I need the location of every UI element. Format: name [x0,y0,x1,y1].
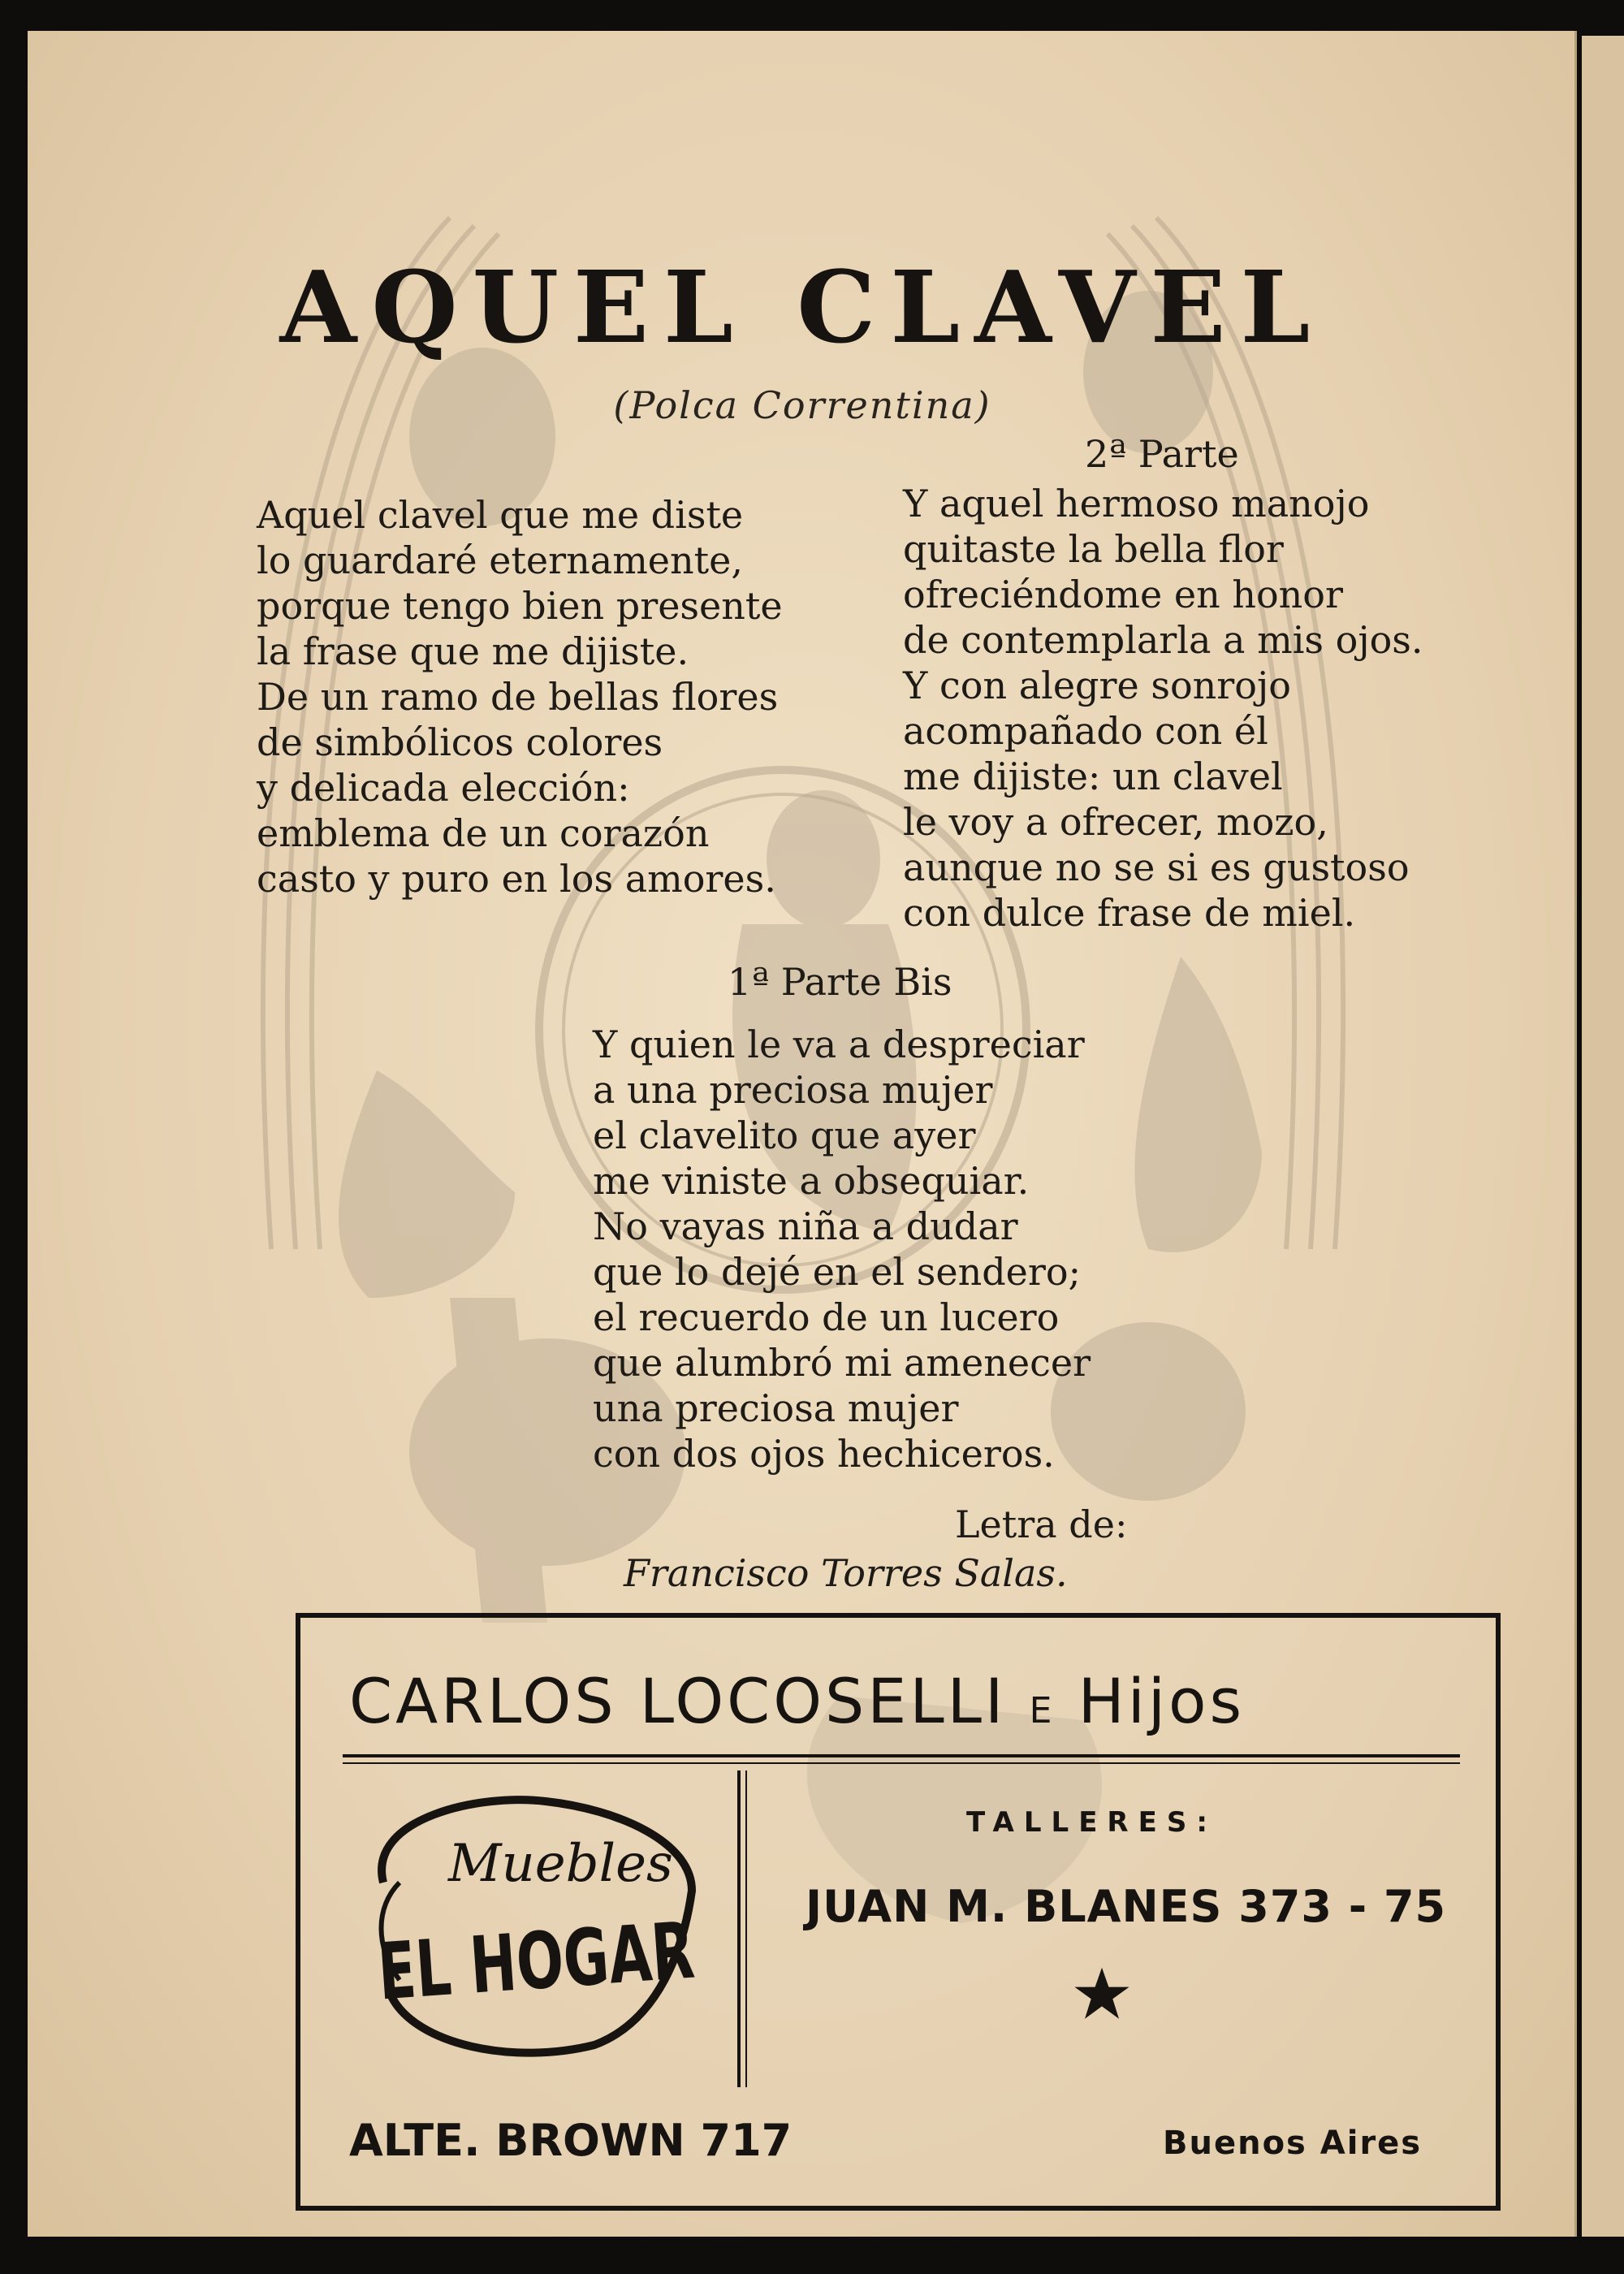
verse-line: le voy a ofrecer, mozo, [903,800,1328,844]
magazine-page [28,31,1577,2237]
verse-line: de simbólicos colores [257,720,663,764]
verse-line: emblema de un corazón [257,811,710,855]
store-city: Buenos Aires [1163,2125,1423,2162]
verse-line: No vayas niña a dudar [593,1204,1018,1248]
verse-line: de contemplarla a mis ojos. [903,618,1423,662]
workshops-label: TALLERES: [966,1806,1217,1839]
verse-line: el clavelito que ayer [593,1113,976,1157]
verse-line: lo guardaré eternamente, [257,538,743,582]
verse-line: casto y puro en los amores. [257,857,776,901]
verse-line: quitaste la bella flor [903,527,1284,571]
ad-divider [343,1762,1460,1764]
verse-line: ofreciéndome en honor [903,573,1343,616]
adjacent-page-edge [1582,36,1624,2237]
verse-line: me viniste a obsequiar. [593,1159,1030,1203]
ad-company-e: E [1029,1690,1056,1731]
song-title: AQUEL CLAVEL [279,249,1325,365]
verse-line: Y aquel hermoso manojo [903,482,1370,525]
verse-line: una preciosa mujer [593,1386,959,1430]
verse-line: De un ramo de bellas flores [257,675,779,719]
verse-line: me dijiste: un clavel [903,754,1283,798]
ad-vertical-divider [745,1770,747,2087]
verse-1 [257,492,783,901]
ad-company: CARLOS LOCOSELLI [349,1665,1007,1737]
verse-line: la frase que me dijiste. [257,629,689,673]
verse-3 [593,1022,1091,1476]
verse-line: Y quien le va a despreciar [593,1022,1085,1066]
advertisement-box [296,1613,1501,2211]
verse-line: acompañado con él [903,709,1268,753]
workshops-address: JUAN M. BLANES 373 - 75 [806,1881,1447,1932]
ad-company-hijos: Hijos [1078,1665,1246,1737]
verse-line: y delicada elección: [257,766,630,810]
verse-line: con dos ojos hechiceros. [593,1432,1055,1476]
part-2-heading: 2ª Parte [1085,432,1239,476]
part-1-bis-heading: 1ª Parte Bis [728,960,952,1004]
verse-line: Y con alegre sonrojo [903,664,1291,707]
el-hogar-logo [351,1785,827,2061]
logo-script: Muebles [448,1834,673,1894]
verse-line: Aquel clavel que me diste [257,493,744,537]
ad-company-name [349,1665,1245,1737]
verse-line: a una preciosa mujer [593,1068,993,1112]
verse-line: que lo dejé en el sendero; [593,1250,1082,1294]
logo-name: EL HOGAR [374,1896,827,2018]
verse-line: que alumbró mi amenecer [593,1341,1091,1385]
verse-line: aunque no se si es gustoso [903,845,1410,889]
ad-divider [343,1754,1460,1757]
verse-line: con dulce frase de miel. [903,891,1356,935]
verse-line: el recuerdo de un lucero [593,1295,1060,1339]
song-subtitle: (Polca Correntina) [613,383,991,427]
ad-vertical-divider [737,1770,741,2087]
lyrics-author: Francisco Torres Salas. [624,1551,1068,1595]
store-address: ALTE. BROWN 717 [349,2115,793,2166]
verse-2 [903,481,1423,936]
verse-line: porque tengo bien presente [257,584,783,628]
star-icon [1073,1965,1130,2022]
lyrics-label: Letra de: [955,1502,1128,1546]
